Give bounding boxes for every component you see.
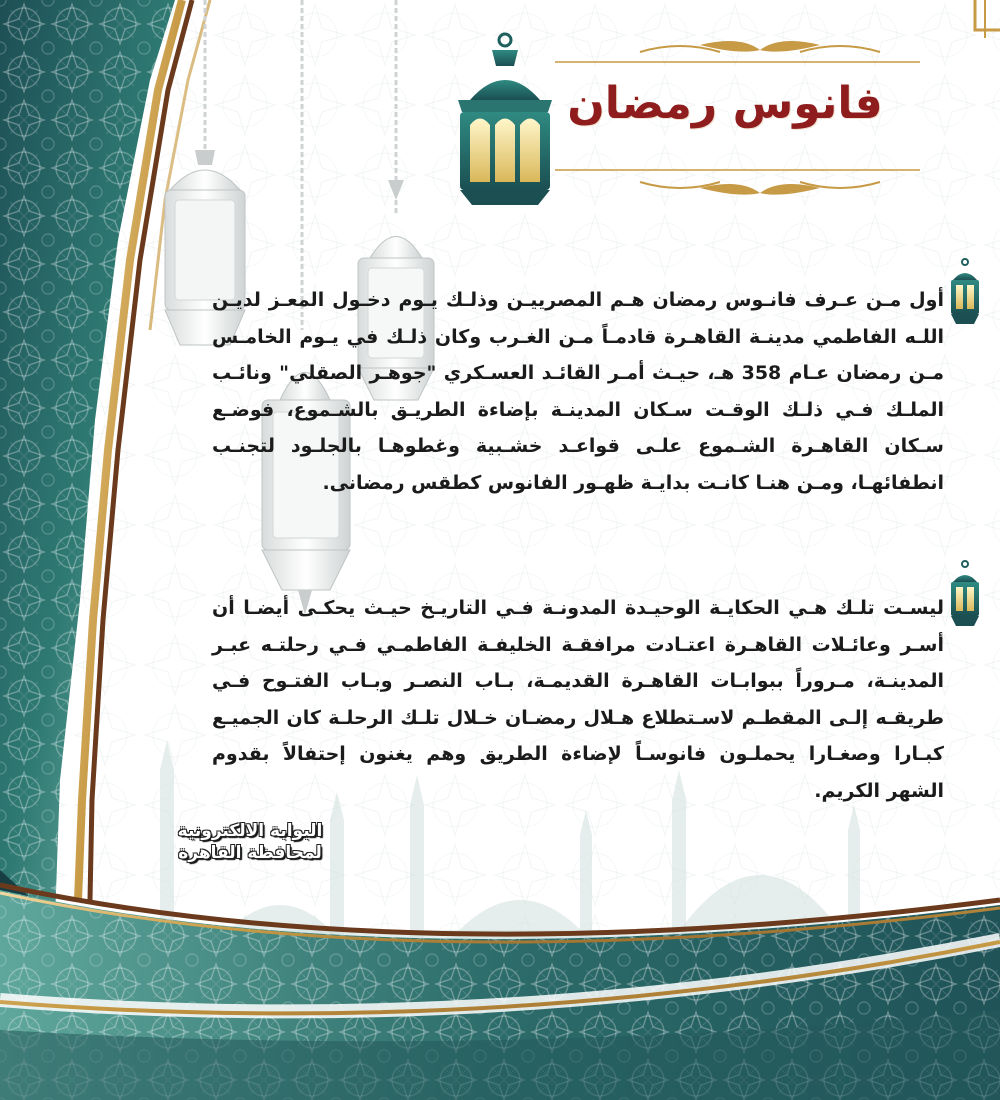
logo-line-2: لمحافظة القاهرة [178, 843, 322, 863]
page-title: فانوس رمضان [567, 78, 883, 129]
cairo-portal-logo [160, 820, 340, 864]
paragraph-procession: ليسـت تلـك هـي الحكايـة الوحيـدة المدونـة فـي التاريـخ حيـث يحكـى أيضـا أن أسـر وعائـلات القاهـرة اعتـادت مرافقـة الخليفـة الفاطمـي فـي رحلتـه عبـر المدينـة، مـروراً ببوابـات القاهـرة القديمـة، بـاب النصـر وبـاب الفتـوح فـي طريقـه إلـى المقطـم لاسـتطلاع هـلال رمضـان خـلال تلـك الرحلـة كان الجميـع كبـارا وصغـارا يحملـون فانوسـاً لإضاءة الطريق وهم يغنون إحتفالاً بقدوم الشهر الكريم. [212, 597, 944, 802]
paragraph-origin: أول مـن عـرف فانـوس رمضان هـم المصرييـن وذلـك يـوم دخـول المعـز لديـن اللـه الفاطمي مدينـة القاهـرة قادمـاً مـن الغـرب وكان ذلـك في يـوم الخامـس مـن رمضان عـام 358 هـ، حيـث أمـر القائـد العسـكري "جوهـر الصقلي" ونائـب الملـك فـي ذلـك الوقـت سـكان المدينـة بإضاءة الطريـق بالشـموع، فوضـع سـكان القاهـرة الشـموع علـى قواعـد خشـبية وغطوهـا بالجلـود لتجنـب انطفائهـا، ومـن هنـا كانـت بدايـة ظهـور الفانوس كطقس رمضانى. [212, 289, 944, 494]
logo-line-1: البوابة الالكترونية [177, 821, 323, 841]
